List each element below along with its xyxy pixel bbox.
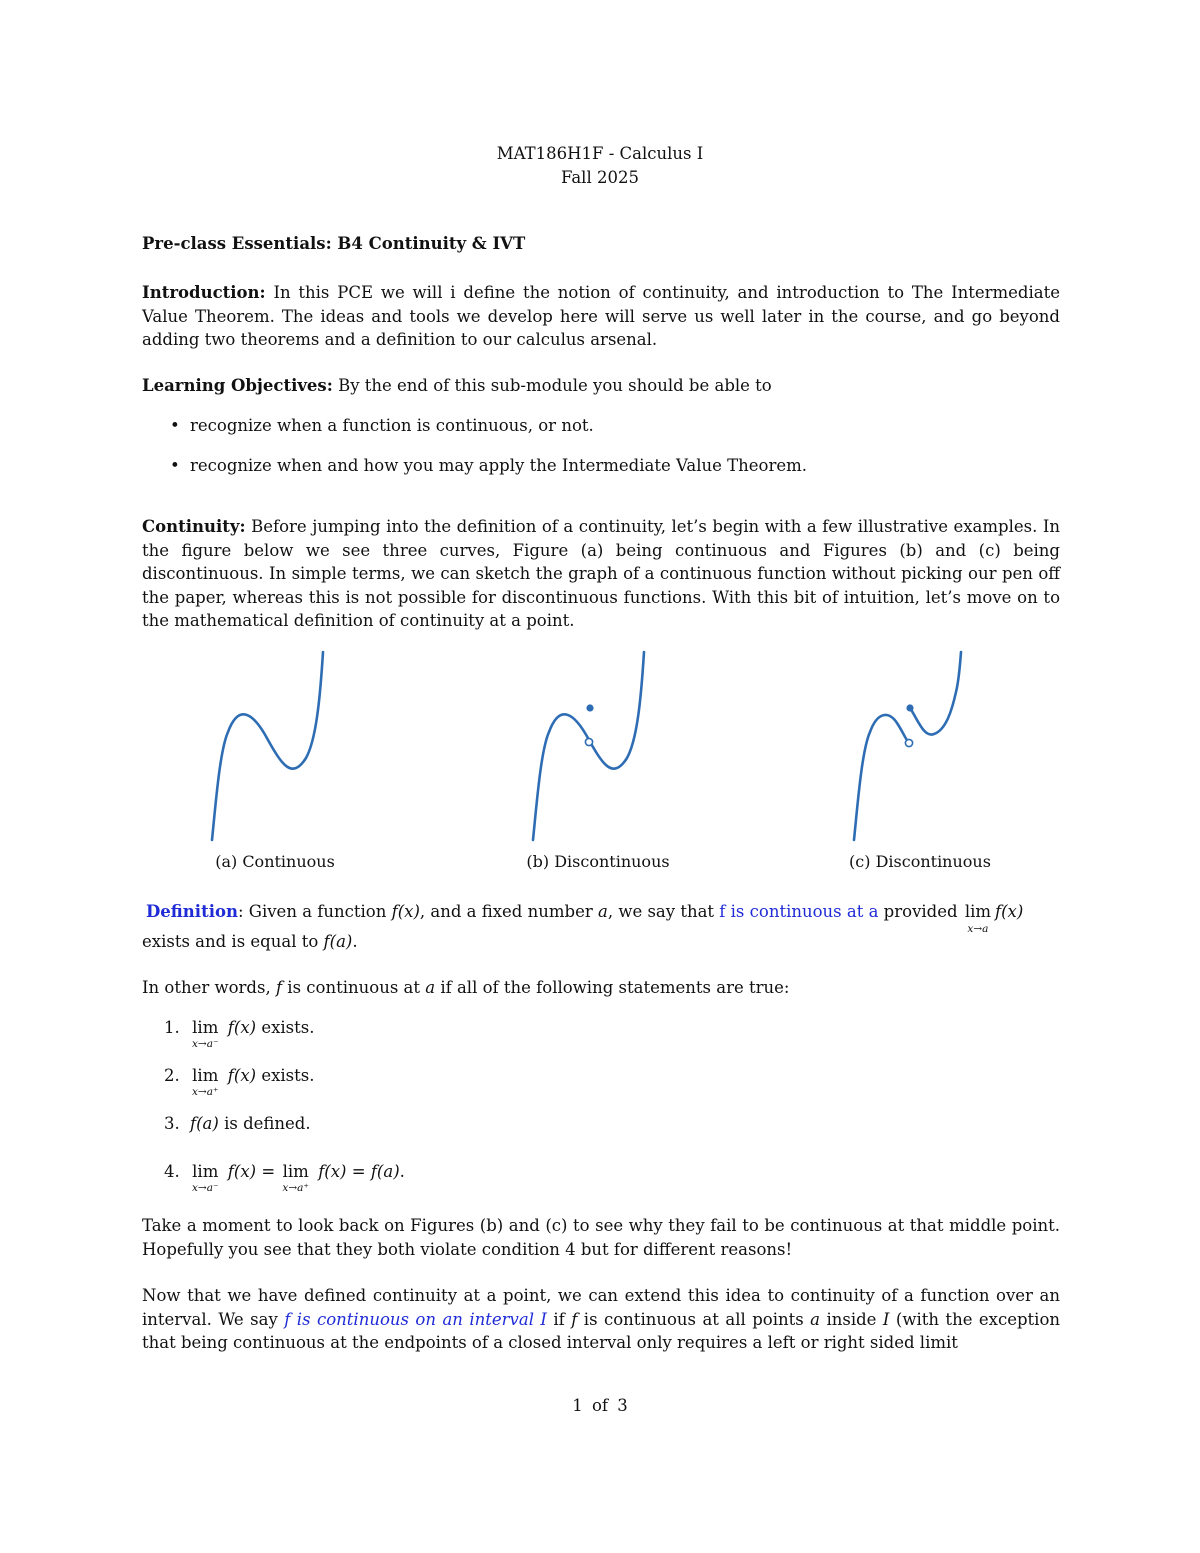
figure-b-open-point	[585, 738, 592, 745]
definition-label: Definition	[146, 902, 238, 921]
figure-c-curve-right	[910, 652, 961, 735]
text: (with the exception that being continuous at the endpoints of a closed interval only requires a left or right sided limit	[142, 1309, 1061, 1352]
math-fa: f(a)	[190, 1114, 219, 1133]
introduction-paragraph	[142, 281, 1060, 352]
lim-subscript: x→a⁺	[192, 1086, 219, 1098]
lim-word: lim	[192, 1018, 219, 1037]
math-a: a	[425, 978, 436, 997]
text: In other words,	[142, 978, 276, 997]
condition-item	[142, 1064, 1042, 1112]
text: Now that we have defined continuity at a point, we can extend this idea to continuity of a function over an interval. We say	[142, 1286, 1060, 1329]
definition-text: .	[352, 932, 358, 951]
continuity-text: Before jumping into the definition of a continuity, let’s begin with a few illustrative examples. In the figure below we see three curves, Figure (a) being continuous and Figures (b) and (c) being discontinuous. In simple terms, we can sketch the graph of a continuous function without picking our pen off the paper, whereas this is not possible for discontinuous functions. With this bit of intuition, let’s move on to the mathematical definition of continuity at a point.	[142, 517, 1060, 630]
course-title: MAT186H1F - Calculus I	[496, 144, 704, 163]
text: if	[546, 1309, 572, 1329]
objective-item: • recognize when a function is continuous, or not.	[142, 414, 1042, 454]
interval-highlight: f is continuous on an interval I	[284, 1309, 547, 1329]
lim-subscript: x→a⁻	[192, 1038, 219, 1050]
lim-subscript: x→a⁺	[282, 1182, 309, 1194]
limit-notation	[192, 1016, 219, 1049]
figure-a-curve	[212, 652, 323, 840]
interval-paragraph	[142, 1284, 1060, 1355]
text: is continuous at all points	[577, 1309, 811, 1329]
math-f: f	[275, 978, 283, 997]
math-fx: f(x)	[227, 1162, 257, 1181]
condition-text: exists.	[261, 1018, 315, 1037]
figure-b-filled-point	[586, 704, 593, 711]
figure-c-curve-left	[854, 715, 909, 840]
math-fa: f(a)	[323, 932, 353, 951]
document-title: Pre-class Essentials: B4 Continuity & IVT	[142, 234, 526, 253]
definition-text: provided	[878, 902, 963, 921]
math-fx: f(x)	[227, 1018, 257, 1037]
math-a: a	[597, 902, 608, 921]
text: inside	[820, 1309, 883, 1329]
objectives-text: By the end of this sub-module you should be able to	[338, 376, 772, 395]
condition-number: 2.	[164, 1066, 180, 1085]
text: if all of the following statements are true:	[435, 978, 790, 997]
figure-b-discontinuous	[500, 640, 800, 850]
math-f: f	[571, 1309, 578, 1329]
objective-item: • recognize when and how you may apply the Intermediate Value Theorem.	[142, 454, 1042, 494]
condition-number: 3.	[164, 1114, 180, 1133]
condition-text: exists.	[261, 1066, 315, 1085]
math-a: a	[810, 1309, 821, 1329]
figure-c-discontinuous	[820, 640, 1120, 850]
lim-word: lim	[192, 1066, 219, 1085]
definition-text: exists and is equal to	[142, 932, 324, 951]
figure-c-open-point	[905, 739, 912, 746]
limit-notation	[282, 1160, 309, 1193]
page-number: 1 of 3	[572, 1396, 628, 1415]
lim-word: lim	[964, 902, 992, 921]
lim-word: lim	[282, 1162, 309, 1181]
introduction-label: Introduction:	[142, 283, 266, 302]
objectives-paragraph	[142, 374, 1060, 398]
limit-notation	[192, 1160, 219, 1193]
definition-text: : Given a function	[237, 902, 392, 921]
definition-text: , and a fixed number	[419, 902, 598, 921]
limit-notation	[965, 900, 991, 934]
condition-text: is defined.	[224, 1114, 311, 1133]
math-fx: f(x)	[318, 1162, 347, 1181]
text: is continuous at	[282, 978, 426, 997]
lim-subscript: x→a⁻	[192, 1182, 219, 1194]
definition-paragraph-line2	[142, 930, 1060, 954]
condition-number: 1.	[164, 1018, 180, 1037]
math-fx: f(x)	[391, 902, 420, 921]
other-words-paragraph	[142, 976, 1060, 1000]
condition-item	[142, 1112, 1042, 1160]
condition-item	[142, 1016, 1042, 1064]
continuity-paragraph	[142, 515, 1060, 633]
figure-c-filled-point	[906, 704, 913, 711]
term: Fall 2025	[561, 168, 639, 187]
math-fx: f(x)	[995, 902, 1024, 921]
figure-b-caption: (b) Discontinuous	[526, 852, 670, 871]
conditions-list	[142, 1016, 1042, 1208]
equals-sign: =	[351, 1162, 366, 1181]
lim-word: lim	[192, 1162, 219, 1181]
figure-a-caption: (a) Continuous	[215, 852, 335, 871]
math-fx: f(x)	[227, 1066, 257, 1085]
math-fa: f(a)	[370, 1162, 400, 1181]
equals-sign: =	[261, 1162, 276, 1181]
continuity-label: Continuity:	[142, 517, 246, 536]
condition-number: 4.	[164, 1162, 180, 1181]
definition-highlight: f is continuous at a	[719, 902, 879, 921]
figure-c-caption: (c) Discontinuous	[849, 852, 991, 871]
definition-text: , we say that	[607, 902, 720, 921]
objectives-list	[142, 414, 1042, 494]
take-moment-paragraph: Take a moment to look back on Figures (b) and (c) to see why they fail to be continuous at that middle point. Hopefully you see that they both violate condition 4 but for different reasons!	[142, 1216, 1060, 1259]
introduction-text: In this PCE we will i define the notion of continuity, and introduction to The Intermediate Value Theorem. The ideas and tools we develop here will serve us well later in the course, and go beyond adding two theorems and a definition to our calculus arsenal.	[142, 283, 1060, 349]
definition-paragraph	[146, 900, 1064, 934]
limit-notation	[192, 1064, 219, 1097]
lim-subscript: x→a	[967, 922, 989, 935]
condition-item	[142, 1160, 1042, 1208]
period: .	[399, 1162, 405, 1181]
objectives-label: Learning Objectives:	[142, 376, 333, 395]
figure-a-continuous	[180, 640, 480, 850]
math-I: I	[882, 1309, 890, 1329]
